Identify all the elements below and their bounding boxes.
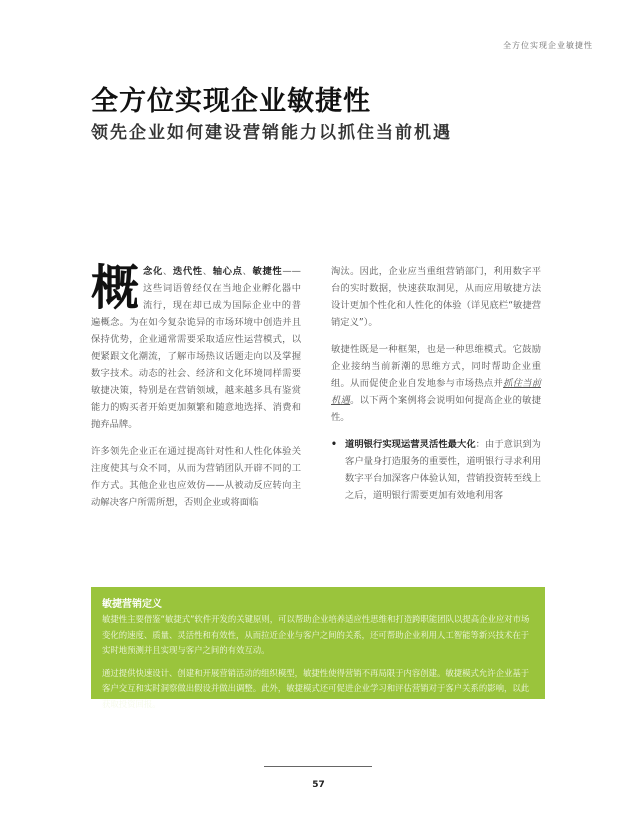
body-paragraph: 敏捷性既是一种框架，也是一种思维模式。它鼓励企业接纳当前新潮的思维方式，同时帮助企业重组。从而促使企业自发地参与市场热点并抓住当前机遇。以下两个案例将会说明如何提高企业的敏捷性。 (331, 344, 541, 423)
page-subtitle: 领先企业如何建设营销能力以抓住当前机遇 (91, 123, 452, 143)
keyword-pivot: 轴心点 (212, 266, 243, 277)
body-paragraph: 许多领先企业正在通过提高针对性和人性化体验关注度使其与众不同，从而为营销团队开辟不同的工作方式。其他企业也应效仿——从被动反应转向主动解决客户所需所想，否则企业或将面临 (91, 446, 301, 508)
keyword-conceptualization: 念化 (143, 266, 163, 277)
definition-paragraph: 通过提供快速设计、创建和开展营销活动的组织模型，敏捷性使得营销不再局限于内容创建。敏捷模式允许企业基于客户交互和实时洞察做出假设并做出调整。此外，敏捷模式还可促进企业学习和评估营销对于客户关系的影响，以此获取投资回报。 (102, 667, 530, 709)
case-text: ：由于意识到为客户量身打造服务的重要性，道明银行寻求利用数字平台加深客户体验认知，营销投资转至线上之后，道明银行需要更加有效地利用客 (345, 439, 541, 501)
intro-text: ——这些词语曾经仅在当地企业孵化器中流行，现在却已成为国际企业中的普遍概念。为在如今复杂诡异的市场环境中创造并且保持优势，企业通常需要采取适应性运营模式，以便紧跟文化潮流，了解市场热议话题走向以及掌握数字技术。动态的社会、经济和文化环境同样需要敏捷决策，特别是在营销领域，越来越多具有鉴赏能力的购买者开始更加频繁和随意地选择、消费和抛弃品牌。 (91, 266, 301, 430)
definition-paragraph: 敏捷性主要借鉴“敏捷式”软件开发的关键原则，可以帮助企业培养适应性思维和打造跨职能团队以提高企业应对市场变化的速度、质量、灵活性和有效性，从而拉近企业与客户之间的关系，还可帮助企业利用人工智能等新兴技术在于实时地预测并且实现与客户之间的有效互动。 (102, 614, 530, 655)
page-number: 57 (312, 780, 325, 790)
keyword-iteration: 迭代性 (172, 266, 203, 277)
case-bullet (331, 436, 541, 504)
definition-box-body (102, 612, 534, 719)
running-header: 全方位实现企业敏捷性 (503, 41, 593, 50)
page-title: 全方位实现企业敏捷性 (91, 86, 371, 117)
emphasis-text: 抓住当前机遇 (331, 378, 541, 406)
left-column (91, 260, 301, 521)
keyword-agility: 敏捷性 (252, 266, 283, 277)
footer-divider (264, 766, 372, 767)
definition-box (91, 587, 545, 709)
intro-paragraph: 概念化、迭代性、轴心点、敏捷性——这些词语曾经仅在当地企业孵化器中流行，现在却已成为国际企业中的普遍概念。为在如今复杂诡异的市场环境中创造并且保持优势，企业通常需要采取适应性运营模式，以便紧跟文化潮流，了解市场热议话题走向以及掌握数字技术。动态的社会、经济和文化环境同样需要敏捷决策，特别是在营销领域，越来越多具有鉴赏能力的购买者开始更加频繁和随意地选择、消费和抛弃品牌。 (91, 260, 301, 430)
right-column (331, 263, 541, 514)
drop-cap: 概 (91, 260, 140, 316)
definition-box-title: 敏捷营销定义 (102, 599, 162, 610)
body-paragraph: 淘汰。因此，企业应当重组营销部门，利用数字平台的实时数据，快速获取洞见，从而应用敏捷方法设计更加个性化和人性化的体验（详见底栏“敏捷营销定义”）。 (331, 266, 541, 328)
case-title: 道明银行实现运营灵活性最大化 (345, 439, 476, 450)
